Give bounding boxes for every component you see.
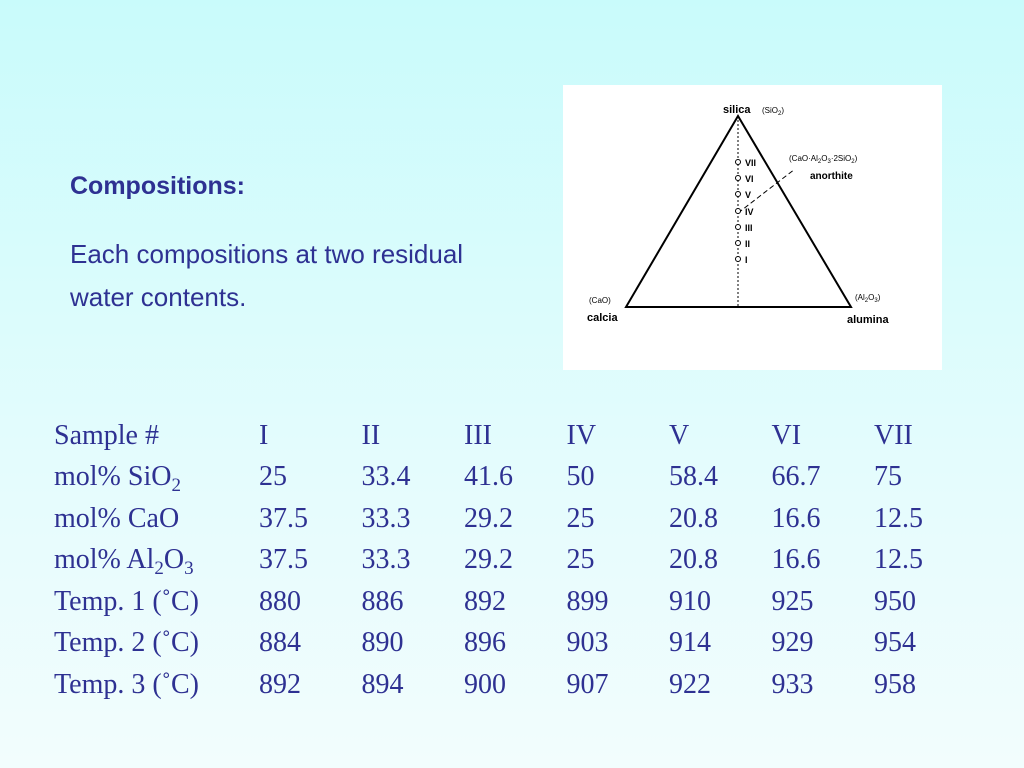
table-cell: 886 [361, 585, 404, 617]
column-header: VII [874, 419, 913, 451]
table-cell: 907 [566, 668, 609, 700]
table-row [48, 623, 977, 665]
column-header: IV [566, 419, 597, 451]
table-cell: 37.5 [259, 502, 308, 534]
column-header: III [464, 419, 492, 451]
svg-text:III: III [745, 223, 753, 233]
table-cell: 914 [669, 627, 711, 659]
table-cell: 922 [669, 668, 711, 700]
table-row [48, 498, 977, 540]
table-cell: 20.8 [669, 502, 718, 534]
row-label: mol% CaO [54, 502, 180, 534]
composition-point-II [736, 239, 751, 249]
table-cell: 880 [259, 585, 301, 617]
composition-table [48, 415, 977, 706]
row-label: mol% SiO$_2$ [54, 461, 181, 497]
table-row [48, 540, 977, 582]
calcia-formula: (CaO) [589, 296, 611, 305]
composition-point-III [736, 223, 753, 233]
table-cell: 16.6 [771, 544, 821, 576]
column-header: II [361, 419, 381, 451]
svg-text:II: II [745, 239, 751, 249]
table-cell: 33.3 [361, 502, 411, 534]
column-header: VI [771, 419, 802, 451]
table-cell: 58.4 [669, 461, 718, 493]
composition-point-I [736, 255, 748, 265]
svg-text:VI: VI [745, 174, 754, 184]
table-cell: 958 [874, 668, 916, 700]
table-cell: 933 [771, 668, 814, 700]
table-cell: 950 [874, 585, 916, 617]
compositions-heading: Compositions: [70, 172, 245, 200]
table-cell: 75 [874, 461, 902, 493]
table-cell: 37.5 [259, 544, 308, 576]
row-label: mol% $Al_2O_3$ [54, 544, 194, 580]
table-row [48, 664, 977, 706]
calcia-label: calcia [587, 312, 618, 324]
compositions-description: Each compositions at two residual water contents. [70, 239, 464, 312]
composition-point-VII [736, 158, 757, 168]
table-cell: 900 [464, 668, 506, 700]
composition-point-VI [736, 174, 754, 184]
svg-text:IV: IV [745, 207, 754, 217]
composition-point-V [736, 190, 752, 200]
anorthite-formula: $(CaO\cdot Al_2O_3\cdot 2SiO_2)$ [789, 154, 858, 165]
ternary-diagram-svg [563, 85, 942, 370]
row-label: Temp. 1 (˚C) [54, 585, 200, 617]
table-cell: 899 [566, 585, 609, 617]
table-cell: 16.6 [771, 502, 821, 534]
svg-text:V: V [745, 190, 752, 200]
table-cell: 929 [771, 627, 814, 659]
table-cell: 884 [259, 627, 301, 659]
alumina-formula: $(Al_2O_3)$ [855, 293, 881, 304]
table-header-row [48, 415, 977, 457]
column-header: V [669, 419, 690, 451]
composition-point-IV [736, 207, 754, 217]
table-cell: 892 [464, 585, 506, 617]
row-label: Sample # [54, 419, 159, 451]
table-cell: 896 [464, 627, 506, 659]
table-cell: 903 [566, 627, 609, 659]
table-cell: 25 [566, 544, 595, 576]
ternary-phase-diagram [563, 85, 942, 370]
silica-formula: (SiO$_2$) [762, 106, 785, 117]
table-cell: 20.8 [669, 544, 718, 576]
table-cell: 50 [566, 461, 595, 493]
column-header: I [259, 419, 269, 451]
table-cell: 41.6 [464, 461, 513, 493]
table-cell: 12.5 [874, 502, 923, 534]
table-cell: 954 [874, 627, 916, 659]
table-cell: 925 [771, 585, 814, 617]
table-cell: 33.3 [361, 544, 411, 576]
table-cell: 12.5 [874, 544, 923, 576]
svg-text:VII: VII [745, 158, 757, 168]
table-row [48, 457, 977, 499]
alumina-label: alumina [847, 314, 889, 326]
table-cell: 66.7 [771, 461, 821, 493]
svg-text:I: I [745, 255, 748, 265]
table-cell: 890 [361, 627, 404, 659]
row-label: Temp. 3 (˚C) [54, 668, 200, 700]
table-cell: 892 [259, 668, 301, 700]
silica-label: silica [723, 104, 751, 116]
table-cell: 29.2 [464, 502, 513, 534]
table-cell: 29.2 [464, 544, 513, 576]
table-cell: 910 [669, 585, 711, 617]
row-label: Temp. 2 (˚C) [54, 627, 200, 659]
table-cell: 33.4 [361, 461, 411, 493]
table-row [48, 581, 977, 623]
table-cell: 894 [361, 668, 404, 700]
table-cell: 25 [566, 502, 595, 534]
anorthite-label: anorthite [810, 171, 853, 182]
table-cell: 25 [259, 461, 287, 493]
